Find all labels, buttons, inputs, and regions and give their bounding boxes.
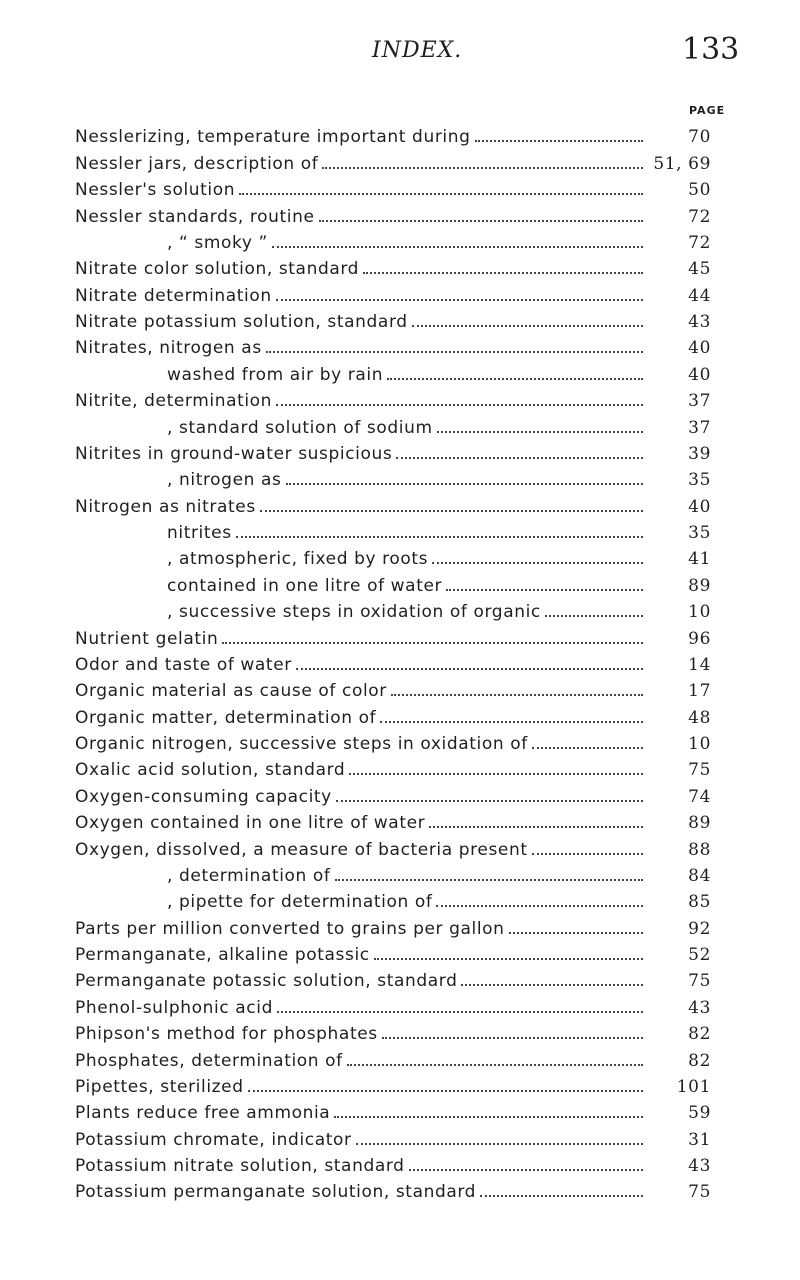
entry-text: Nitrate color solution, standard [75,259,360,280]
entry-page-ref: 88 [688,839,711,860]
dot-leader [363,272,643,274]
dot-leader [276,299,643,301]
dot-leader [349,773,643,775]
entry-page-ref: 40 [688,496,711,517]
index-entry [75,833,711,859]
entry-page-ref: 72 [688,232,711,253]
dot-leader [396,457,643,459]
index-entry [75,754,711,780]
dot-leader [412,325,643,327]
entry-text: Plants reduce free ammonia [75,1103,331,1124]
index-entry [75,438,711,464]
entry-text: Nessler jars, description of [75,153,319,174]
entry-page-ref: 43 [688,312,711,332]
running-title: INDEX. [372,38,463,63]
dot-leader [380,721,643,723]
entry-page-ref: 84 [688,865,711,886]
entry-page-ref: 92 [688,918,711,939]
entry-text: Nessler's solution [75,180,236,201]
dot-leader [446,589,643,591]
dot-leader [382,1037,643,1039]
index-entry [75,200,711,226]
entry-page-ref: 37 [688,417,711,438]
dot-leader [374,958,643,960]
index-entry [75,807,711,833]
entry-text: Organic nitrogen, successive steps in oxidation of [75,734,528,754]
dot-leader [532,853,643,855]
entry-page-ref: 50 [688,180,711,201]
index-entry [75,1018,711,1044]
dot-leader [272,246,643,248]
index-entry [75,675,711,701]
index-entry [75,121,711,147]
index-entry [75,174,711,200]
index-subentry [75,596,711,622]
entry-page-ref: 70 [688,127,711,148]
entry-text: Nitrates, nitrogen as [75,338,262,359]
entry-text: Parts per million converted to grains per gallon [75,918,505,939]
entry-text: Potassium nitrate solution, standard [75,1156,405,1176]
entry-page-ref: 59 [688,1103,711,1124]
entry-page-ref: 82 [688,1050,711,1071]
dot-leader [461,984,643,986]
entry-page-ref: 72 [688,206,711,227]
entry-page-ref: 75 [688,760,711,781]
entry-text: , determination of [167,865,331,886]
entry-text: nitrites [167,523,232,543]
index-entry [75,728,711,754]
dot-leader [480,1195,643,1197]
entry-page-ref: 14 [688,654,711,675]
entry-text: Permanganate, alkaline potassic [75,945,370,965]
index-subentry [75,886,711,912]
dot-leader [545,615,643,617]
index-entry [75,306,711,332]
index-entry [75,1097,711,1123]
entry-page-ref: 40 [688,364,711,385]
dot-leader [222,642,643,644]
dot-leader [391,694,643,696]
dot-leader [277,1011,643,1013]
entry-text: contained in one litre of water [167,575,443,596]
index-entry [75,622,711,648]
index-entry [75,1123,711,1149]
index-entry [75,147,711,173]
index-entry [75,332,711,358]
entry-page-ref: 10 [688,602,711,623]
index-subentry [75,860,711,886]
index-entry [75,780,711,806]
entry-text: Nesslerizing, temperature important during [75,127,471,148]
dot-leader [436,905,643,907]
index-subentry [75,358,711,384]
index-entry [75,490,711,516]
entry-page-ref: 89 [688,575,711,596]
dot-leader [266,351,643,353]
entry-page-ref: 44 [688,285,711,306]
index-entry [75,912,711,938]
entry-page-ref: 51, 69 [653,153,711,174]
entry-text: Nitrate potassium solution, standard [75,312,408,332]
entry-page-ref: 85 [688,892,711,913]
dot-leader [509,932,643,934]
dot-leader [356,1143,643,1145]
entry-text: Phosphates, determination of [75,1050,343,1071]
index-subentry [75,569,711,595]
entry-page-ref: 74 [688,786,711,807]
dot-leader [387,378,643,380]
entry-page-ref: 35 [688,470,711,491]
entry-text: Nessler standards, routine [75,206,315,227]
entry-text: , successive steps in oxidation of organic [167,602,541,623]
index-subentry [75,227,711,253]
dot-leader [475,140,644,142]
page-number: 133 [682,32,740,67]
entry-text: Nutrient gelatin [75,628,219,649]
entry-text: Nitrites in ground-water suspicious [75,443,393,464]
dot-leader [296,668,643,670]
entry-text: Organic material as cause of color [75,681,387,702]
index-entry [75,965,711,991]
entry-page-ref: 40 [688,338,711,359]
entry-text: , standard solution of sodium [167,417,433,438]
dot-leader [429,826,643,828]
entry-page-ref: 31 [688,1129,711,1150]
index-entry [75,649,711,675]
page-column-heading: PAGE [689,104,726,117]
entry-page-ref: 52 [688,945,711,965]
entry-text: Oxalic acid solution, standard [75,760,346,781]
index-entry [75,253,711,279]
index-entry [75,1071,711,1097]
entry-text: , nitrogen as [167,470,282,491]
entry-page-ref: 96 [688,628,711,649]
index-entry [75,1150,711,1176]
entry-text: Nitrogen as nitrates [75,496,256,517]
dot-leader [334,1116,643,1118]
index-entry [75,279,711,305]
index-subentry [75,464,711,490]
entry-page-ref: 43 [688,997,711,1018]
entry-text: Potassium permanganate solution, standard [75,1182,477,1203]
dot-leader [248,1090,643,1092]
page-header [0,32,800,72]
entry-text: Oxygen, dissolved, a measure of bacteria present [75,839,528,860]
entry-page-ref: 82 [688,1024,711,1045]
index-subentry [75,411,711,437]
entry-text: Phenol-sulphonic acid [75,997,273,1018]
dot-leader [322,167,643,169]
entry-text: Pipettes, sterilized [75,1076,244,1097]
dot-leader [335,879,643,881]
entry-text: Nitrite, determination [75,391,273,412]
dot-leader [239,193,643,195]
entry-page-ref: 41 [688,549,711,570]
entry-page-ref: 75 [688,971,711,992]
dot-leader [409,1169,643,1171]
entry-text: , pipette for determination of [167,892,433,913]
index-entries [75,121,711,1202]
index-subentry [75,543,711,569]
entry-text: Phipson's method for phosphates [75,1024,378,1045]
dot-leader [347,1064,643,1066]
entry-text: , atmospheric, fixed by roots [167,549,429,570]
entry-page-ref: 101 [676,1076,711,1097]
entry-text: washed from air by rain [167,364,384,385]
entry-text: Permanganate potassic solution, standard [75,971,458,992]
index-entry [75,1044,711,1070]
entry-text: Organic matter, determination of [75,707,377,728]
index-entry [75,939,711,965]
entry-page-ref: 45 [688,259,711,280]
dot-leader [286,483,644,485]
entry-page-ref: 37 [688,391,711,412]
dot-leader [260,510,643,512]
index-entry [75,701,711,727]
entry-page-ref: 35 [688,523,711,543]
entry-page-ref: 43 [688,1156,711,1176]
entry-text: Odor and taste of water [75,654,292,675]
entry-page-ref: 17 [688,681,711,702]
dot-leader [432,562,643,564]
dot-leader [319,220,643,222]
entry-text: Potassium chromate, indicator [75,1129,352,1150]
dot-leader [437,431,643,433]
entry-text: Nitrate determination [75,285,272,306]
dot-leader [276,404,643,406]
entry-text: Oxygen contained in one litre of water [75,813,426,834]
index-subentry [75,517,711,543]
entry-page-ref: 10 [688,734,711,754]
entry-page-ref: 48 [688,707,711,728]
index-entry [75,385,711,411]
entry-text: , “ smoky ” [167,232,268,253]
dot-leader [336,800,643,802]
dot-leader [532,747,643,749]
index-entry [75,991,711,1017]
entry-page-ref: 89 [688,813,711,834]
dot-leader [236,536,643,538]
entry-page-ref: 75 [688,1182,711,1203]
entry-text: Oxygen-consuming capacity [75,786,332,807]
entry-page-ref: 39 [688,443,711,464]
index-entry [75,1176,711,1202]
